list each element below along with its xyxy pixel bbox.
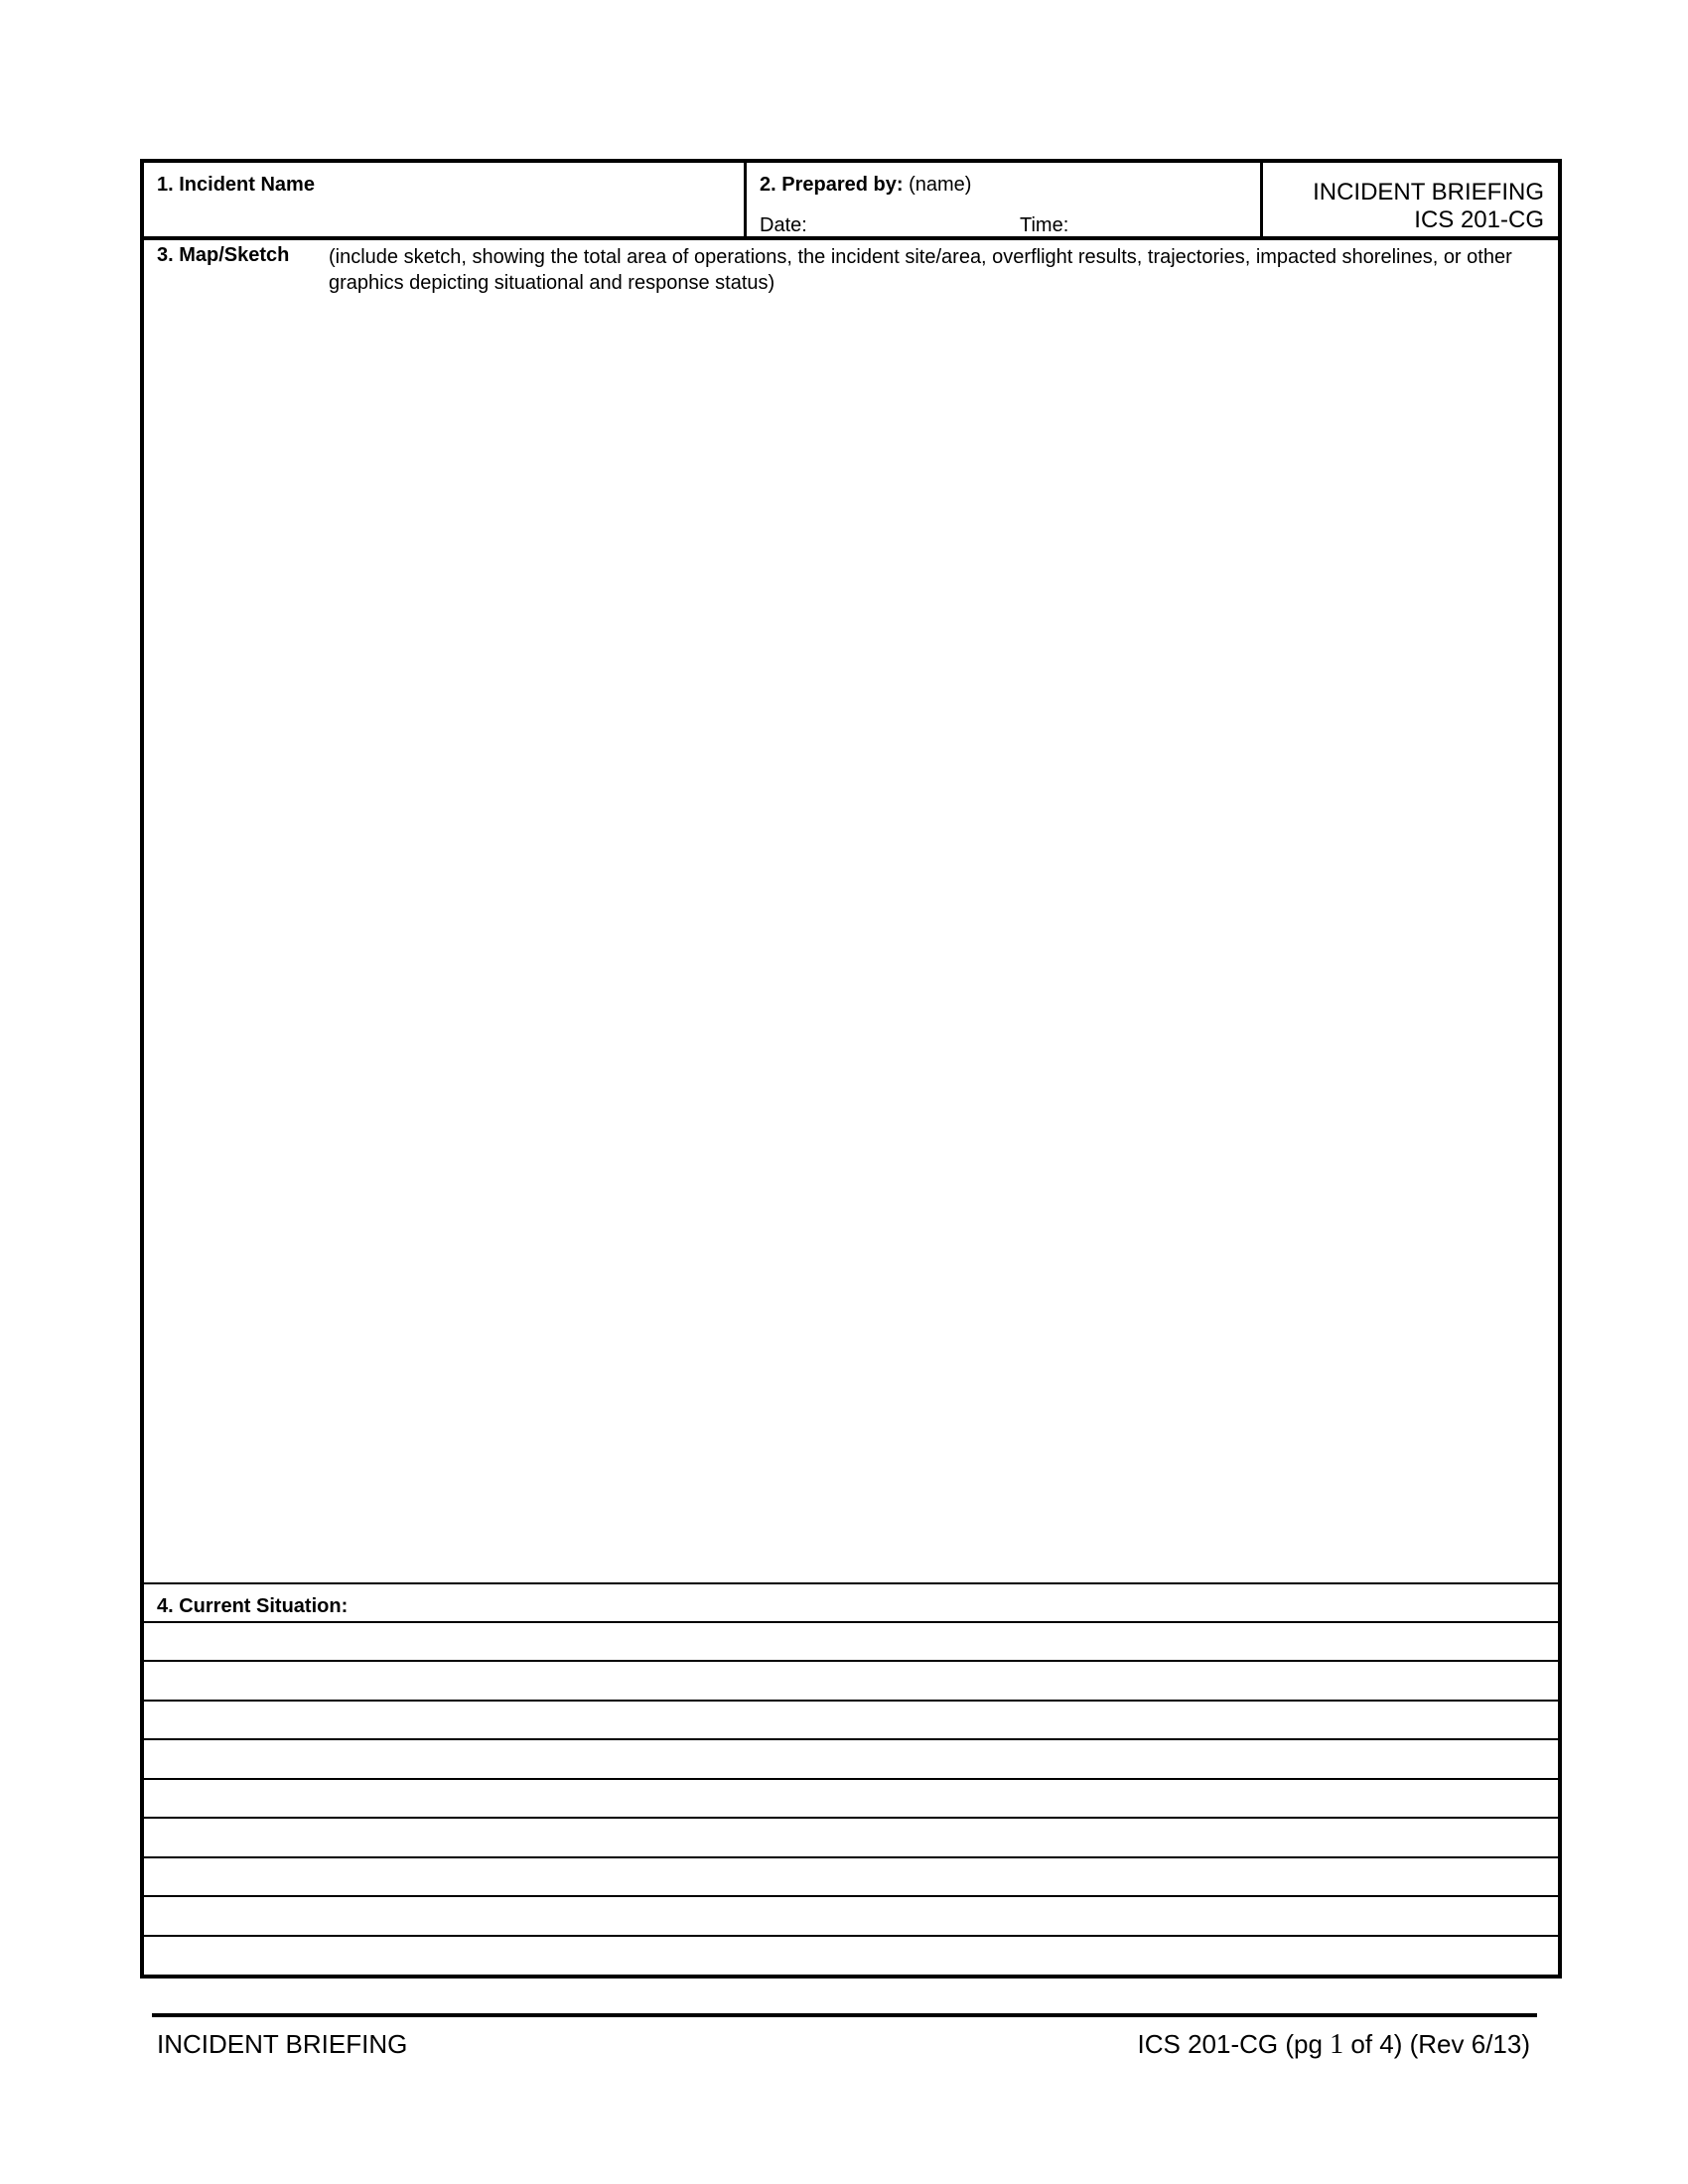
current-situation-label: 4. Current Situation: — [157, 1595, 349, 1617]
footer-page-total: of 4) (Rev 6/13) — [1343, 2029, 1530, 2059]
prepared-by-label-group — [760, 174, 971, 197]
situation-line[interactable] — [144, 1817, 1558, 1819]
incident-name-label: 1. Incident Name — [157, 174, 315, 196]
situation-line[interactable] — [144, 1700, 1558, 1702]
prepared-by-hint: (name) — [903, 174, 972, 196]
situation-line[interactable] — [144, 1895, 1558, 1897]
situation-line[interactable] — [144, 1621, 1558, 1623]
date-label: Date: — [760, 214, 807, 236]
situation-line[interactable] — [144, 1935, 1558, 1937]
form-title — [1313, 179, 1544, 234]
section-divider — [144, 1582, 1558, 1584]
footer-title: INCIDENT BRIEFING — [157, 2029, 408, 2059]
footer-rule — [152, 2013, 1537, 2017]
situation-line[interactable] — [144, 1778, 1558, 1780]
form-title-cell — [1263, 163, 1558, 236]
map-sketch-description: (include sketch, showing the total area of operations, the incident site/area, overflight results, trajectories, impacted shorelines, or other graphics depicting situational and response status) — [329, 246, 1512, 294]
prepared-by-label: 2. Prepared by: — [760, 174, 904, 196]
prepared-by-cell[interactable] — [747, 163, 1263, 236]
form-title-line1: INCIDENT BRIEFING — [1313, 179, 1544, 205]
situation-line[interactable] — [144, 1738, 1558, 1740]
map-sketch-label: 3. Map/Sketch — [157, 244, 290, 266]
ics-201-form — [140, 159, 1562, 1979]
footer-page-number: 1 — [1330, 2029, 1344, 2060]
incident-name-cell[interactable] — [144, 163, 747, 236]
situation-line[interactable] — [144, 1660, 1558, 1662]
map-sketch-area[interactable] — [144, 274, 1558, 1582]
footer-form-id: ICS 201-CG (pg — [1137, 2029, 1331, 2059]
situation-line[interactable] — [144, 1856, 1558, 1858]
time-label: Time: — [1020, 214, 1069, 236]
footer-page-info — [1138, 2029, 1531, 2061]
form-title-line2: ICS 201-CG — [1414, 206, 1544, 233]
header-row — [144, 163, 1558, 240]
